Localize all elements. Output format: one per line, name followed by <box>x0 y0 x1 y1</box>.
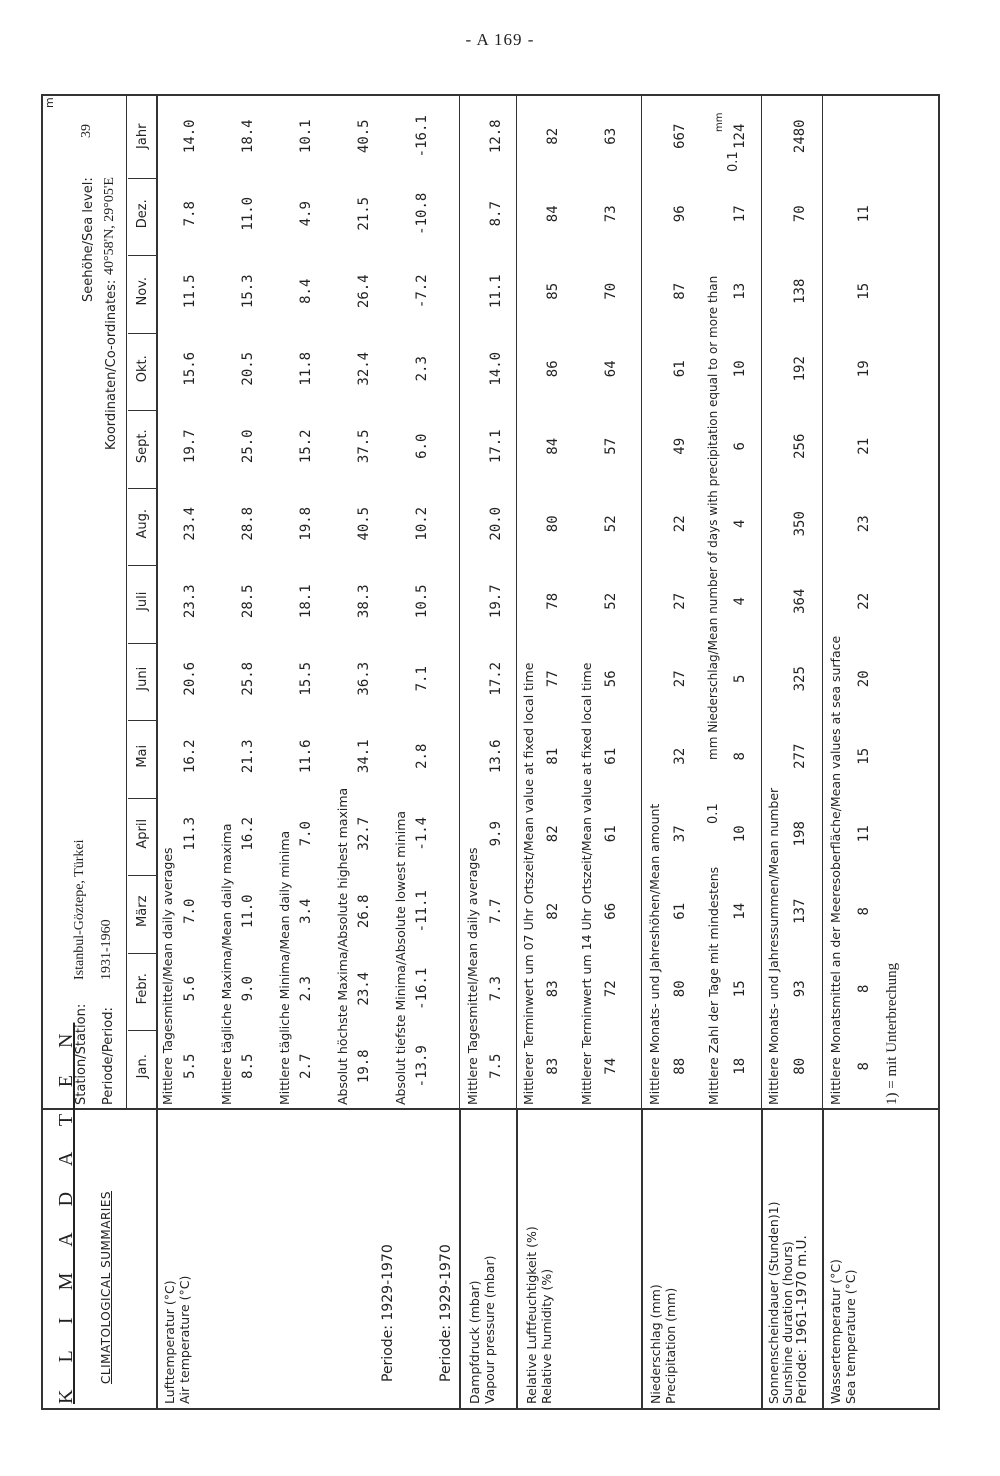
precip_days-value-2: 14 <box>732 902 748 920</box>
month-header-6: Juli <box>135 591 150 611</box>
month-header-4: Mai <box>135 744 150 768</box>
t_absmin-value-6: 10.5 <box>414 584 430 619</box>
precip-value-3: 37 <box>672 825 688 843</box>
t_min-value-2: 3.4 <box>298 898 314 924</box>
month-header-2: März <box>135 895 150 927</box>
sunshine-caption: Mittlere Monats- und Jahressummen/Mean number <box>766 787 781 1105</box>
rh14-value-3: 61 <box>603 825 619 843</box>
precip-days-caption-b: 0.1 <box>706 803 721 824</box>
t_absmax-value-3: 32.7 <box>356 816 372 851</box>
rh07-value-7: 80 <box>545 515 561 533</box>
sea-value-10: 15 <box>856 282 872 300</box>
precip_days-value-0: 18 <box>732 1057 748 1075</box>
rh14-value-5: 56 <box>603 670 619 688</box>
sunshine-value-10: 138 <box>792 278 808 304</box>
month-header-1: Febr. <box>135 973 150 1005</box>
sea-value-4: 15 <box>856 747 872 765</box>
precip_days-value-11: 17 <box>732 205 748 223</box>
t_mean-value-11: 7.8 <box>182 201 198 227</box>
vapour-label-de: Dampfdruck (mbar) <box>467 1280 482 1404</box>
vapour-label-en: Vapour pressure (mbar) <box>482 1255 497 1404</box>
period-value: 1931-1960 <box>99 919 114 980</box>
t_absmax-value-8: 37.5 <box>356 429 372 464</box>
t_max-value-4: 21.3 <box>240 739 256 774</box>
t_max-value-10: 15.3 <box>240 274 256 309</box>
sunshine-value-5: 325 <box>792 666 808 692</box>
precip-caption: Mittlere Monats- und Jahreshöhen/Mean amount <box>647 803 662 1105</box>
precip-value-6: 27 <box>672 592 688 610</box>
t_min-value-8: 15.2 <box>298 429 314 464</box>
sea-caption: Mittlere Monatsmittel an der Meeresoberfläche/Mean values at sea surface <box>828 635 843 1105</box>
period-label: Periode/Period: <box>101 1007 116 1105</box>
rh07-value-9: 86 <box>545 360 561 378</box>
precip-value-5: 27 <box>672 670 688 688</box>
vapour-value-4: 13.6 <box>488 739 504 774</box>
month-separator-1 <box>128 1031 156 1032</box>
t_max-caption: Mittlere tägliche Maxima/Mean daily maxima <box>219 823 234 1105</box>
rh07-value-11: 84 <box>545 205 561 223</box>
vapour-value-7: 20.0 <box>488 506 504 541</box>
precip_days-value-1: 15 <box>732 980 748 998</box>
t_absmin-value-8: 6.0 <box>414 433 430 459</box>
month-header-7: Aug. <box>135 508 150 539</box>
month-header-9: Okt. <box>135 355 150 383</box>
sea-value-1: 8 <box>856 984 872 993</box>
t_min-value-0: 2.7 <box>298 1053 314 1079</box>
t_absmin-value-10: -7.2 <box>414 274 430 309</box>
sea-value-9: 19 <box>856 360 872 378</box>
month-header-3: April <box>135 818 150 849</box>
vapour-value-5: 17.2 <box>488 661 504 696</box>
t_max-value-0: 8.5 <box>240 1053 256 1079</box>
t_absmin-value-12: -16.1 <box>414 115 430 158</box>
t_absmin-value-2: -11.1 <box>414 890 430 933</box>
month-header-11: Dez. <box>135 199 150 229</box>
rh07-value-10: 85 <box>545 282 561 300</box>
sea-level-value: 39 <box>79 124 94 138</box>
rh14-caption: Mittlerer Terminwert um 14 Uhr Ortszeit/Mean value at fixed local time <box>579 662 594 1105</box>
t_absmax-value-0: 19.8 <box>356 1049 372 1084</box>
precip_days-value-7: 4 <box>732 519 748 528</box>
rh14-value-2: 66 <box>603 902 619 920</box>
month-separator-2 <box>128 953 156 954</box>
t_max-value-3: 16.2 <box>240 816 256 851</box>
sea-label-de: Wassertemperatur (°C) <box>828 1259 843 1404</box>
sunshine-period: Periode: 1961-1970 m.U. <box>794 1235 810 1404</box>
vapour-value-12: 12.8 <box>488 119 504 154</box>
month-header-8: Sept. <box>135 429 150 464</box>
rh07-value-4: 81 <box>545 747 561 765</box>
climate-table <box>41 90 941 1410</box>
t_absmax-value-11: 21.5 <box>356 196 372 231</box>
t_absmin-value-9: 2.3 <box>414 356 430 382</box>
rh14-value-12: 63 <box>603 127 619 145</box>
t_absmax-value-10: 26.4 <box>356 274 372 309</box>
sea-value-2: 8 <box>856 907 872 916</box>
coordinates-label: Koordinaten/Co-ordinates: <box>104 279 119 450</box>
sunshine-value-7: 350 <box>792 511 808 537</box>
month-separator-4 <box>128 798 156 799</box>
vapour-value-9: 14.0 <box>488 351 504 386</box>
month-separator-9 <box>128 411 156 412</box>
t_min-value-5: 15.5 <box>298 661 314 696</box>
sea-label-en: Sea temperature (°C) <box>843 1269 858 1404</box>
vapour-value-10: 11.1 <box>488 274 504 309</box>
t_max-value-1: 9.0 <box>240 976 256 1002</box>
rh07-value-3: 82 <box>545 825 561 843</box>
vapour-value-6: 19.7 <box>488 584 504 619</box>
sea-value-7: 23 <box>856 515 872 533</box>
t_max-value-7: 28.8 <box>240 506 256 541</box>
sunshine-value-9: 192 <box>792 356 808 382</box>
t_max-value-12: 18.4 <box>240 119 256 154</box>
month-separator-5 <box>128 721 156 722</box>
rh07-value-8: 84 <box>545 437 561 455</box>
rh07-value-12: 82 <box>545 127 561 145</box>
vapour-caption: Mittlere Tagesmittel/Mean daily averages <box>465 847 480 1105</box>
precip-value-4: 32 <box>672 747 688 765</box>
precip_days-value-8: 6 <box>732 442 748 451</box>
sunshine-value-8: 256 <box>792 433 808 459</box>
sea-value-6: 22 <box>856 592 872 610</box>
t_mean-value-10: 11.5 <box>182 274 198 309</box>
sunshine-value-6: 364 <box>792 588 808 614</box>
precip-value-9: 61 <box>672 360 688 378</box>
rh14-value-0: 74 <box>603 1057 619 1075</box>
t_min-value-10: 8.4 <box>298 278 314 304</box>
t_absmax-value-1: 23.4 <box>356 971 372 1006</box>
t_mean-value-1: 5.6 <box>182 976 198 1002</box>
precip-days-caption-d: 0.1 <box>726 151 741 172</box>
precip_days-value-10: 13 <box>732 282 748 300</box>
t_absmin-value-3: -1.4 <box>414 816 430 851</box>
t_absmin-value-0: -13.9 <box>414 1045 430 1088</box>
t_mean-value-3: 11.3 <box>182 816 198 851</box>
sunshine-label-en: Sunshine duration (hours) <box>780 1241 795 1404</box>
vapour-value-3: 9.9 <box>488 821 504 847</box>
sunshine-value-4: 277 <box>792 743 808 769</box>
page-number: - A 169 - <box>465 30 535 49</box>
sunshine-value-2: 137 <box>792 898 808 924</box>
humidity-label-de: Relative Luftfeuchtigkeit (%) <box>524 1226 539 1404</box>
t_max-value-2: 11.0 <box>240 894 256 929</box>
rh07-value-5: 77 <box>545 670 561 688</box>
sunshine-value-0: 80 <box>792 1057 808 1075</box>
month-separator-8 <box>128 488 156 489</box>
rh14-value-1: 72 <box>603 980 619 998</box>
vapour-value-8: 17.1 <box>488 429 504 464</box>
t_min-value-6: 18.1 <box>298 584 314 619</box>
rh14-value-10: 70 <box>603 282 619 300</box>
precip-label-de: Niederschlag (mm) <box>648 1284 663 1404</box>
rh14-value-9: 64 <box>603 360 619 378</box>
month-separator-10 <box>128 333 156 334</box>
page-title: K L I M A D A T E N <box>55 1022 77 1404</box>
precip_days-value-12: 124 <box>732 123 748 149</box>
station-name: Istanbul-Göztepe, Türkei <box>72 839 87 980</box>
month-separator-11 <box>128 256 156 257</box>
rh07-value-1: 83 <box>545 980 561 998</box>
table-body <box>41 95 940 1410</box>
precip_days-value-5: 5 <box>732 674 748 683</box>
t_mean-value-6: 23.3 <box>182 584 198 619</box>
t_min-value-9: 11.8 <box>298 351 314 386</box>
t_absmin-value-7: 10.2 <box>414 506 430 541</box>
t_absmax-value-12: 40.5 <box>356 119 372 154</box>
rh14-value-8: 57 <box>603 437 619 455</box>
t_absmax-value-6: 38.3 <box>356 584 372 619</box>
t_absmax-caption: Absolut höchste Maxima/Absolute highest maxima <box>335 787 350 1105</box>
month-separator-3 <box>128 876 156 877</box>
page-subtitle: CLIMATOLOGICAL SUMMARIES <box>99 1190 113 1384</box>
precip-days-caption-a: Mittlere Zahl der Tage mit mindestens <box>706 866 721 1105</box>
precip-value-10: 87 <box>672 282 688 300</box>
precip_days-value-6: 4 <box>732 597 748 606</box>
t_mean-caption: Mittlere Tagesmittel/Mean daily averages <box>160 847 175 1105</box>
t_absmin-value-11: -10.8 <box>414 192 430 235</box>
sunshine-label-de: Sonnenscheindauer (Stunden)1) <box>766 1201 781 1404</box>
sea-level-label: Seehöhe/Sea level: <box>81 177 96 302</box>
precip-days-caption-e: mm <box>714 112 725 132</box>
t_mean-value-4: 16.2 <box>182 739 198 774</box>
t_absmax-value-5: 36.3 <box>356 661 372 696</box>
month-header-10: Nov. <box>135 277 150 306</box>
t_absmax-value-9: 32.4 <box>356 351 372 386</box>
precip-value-7: 22 <box>672 515 688 533</box>
vapour-value-0: 7.5 <box>488 1053 504 1079</box>
t_min-value-4: 11.6 <box>298 739 314 774</box>
precip-days-caption-c: mm Niederschlag/Mean number of days with precipitation equal to or more than <box>706 275 720 760</box>
precip_days-value-9: 10 <box>732 360 748 378</box>
sea-value-5: 20 <box>856 670 872 688</box>
t_max-value-5: 25.8 <box>240 661 256 696</box>
rh14-value-6: 52 <box>603 592 619 610</box>
precip-value-8: 49 <box>672 437 688 455</box>
sea-value-3: 11 <box>856 825 872 843</box>
t_absmax-value-4: 34.1 <box>356 739 372 774</box>
station-label: Station/Station: <box>74 1003 89 1105</box>
rh07-caption: Mittlerer Terminwert um 07 Uhr Ortszeit/Mean value at fixed local time <box>521 662 536 1105</box>
rh14-value-7: 52 <box>603 515 619 533</box>
precip-value-1: 80 <box>672 980 688 998</box>
t_absmax-value-2: 26.8 <box>356 894 372 929</box>
temp-label-en: Air temperature (°C) <box>177 1275 192 1404</box>
precip-label-en: Precipitation (mm) <box>663 1287 678 1404</box>
month-header-12: Jahr <box>135 123 150 149</box>
sea-level-unit: m <box>43 97 56 108</box>
precip-value-2: 61 <box>672 902 688 920</box>
t_mean-value-5: 20.6 <box>182 661 198 696</box>
t_absmin-value-1: -16.1 <box>414 967 430 1010</box>
month-separator-12 <box>128 178 156 179</box>
vapour-value-1: 7.3 <box>488 976 504 1002</box>
footnote: 1) = mit Unterbrechung <box>884 962 900 1105</box>
sunshine-value-1: 93 <box>792 980 808 998</box>
precip-value-11: 96 <box>672 205 688 223</box>
t_max-value-6: 28.5 <box>240 584 256 619</box>
sea-value-8: 21 <box>856 437 872 455</box>
vapour-value-2: 7.7 <box>488 898 504 924</box>
t_absmin-value-4: 2.8 <box>414 743 430 769</box>
temp-period-2: Periode: 1929-1970 <box>438 1244 454 1382</box>
vapour-value-11: 8.7 <box>488 201 504 227</box>
rh07-value-6: 78 <box>545 592 561 610</box>
t_mean-value-12: 14.0 <box>182 119 198 154</box>
sunshine-value-3: 198 <box>792 821 808 847</box>
rh14-value-4: 61 <box>603 747 619 765</box>
month-separator-6 <box>128 643 156 644</box>
t_min-caption: Mittlere tägliche Minima/Mean daily minima <box>277 830 292 1105</box>
t_absmin-value-5: 7.1 <box>414 666 430 692</box>
t_min-value-12: 10.1 <box>298 119 314 154</box>
temp-label-de: Lufttemperatur (°C) <box>162 1280 177 1404</box>
sunshine-value-11: 70 <box>792 205 808 223</box>
sea-value-11: 11 <box>856 205 872 223</box>
t_min-value-3: 7.0 <box>298 821 314 847</box>
precip-value-12: 667 <box>672 123 688 149</box>
rh14-value-11: 73 <box>603 205 619 223</box>
t_mean-value-8: 19.7 <box>182 429 198 464</box>
t_min-value-11: 4.9 <box>298 201 314 227</box>
humidity-label-en: Relative humidity (%) <box>539 1268 554 1404</box>
coordinates-value: 40°58'N, 29°05'E <box>102 177 117 275</box>
rh07-value-2: 82 <box>545 902 561 920</box>
month-header-0: Jan. <box>135 1054 150 1079</box>
t_min-value-7: 19.8 <box>298 506 314 541</box>
t_min-value-1: 2.3 <box>298 976 314 1002</box>
t_absmin-caption: Absolut tiefste Minima/Absolute lowest minima <box>393 810 408 1105</box>
t_max-value-9: 20.5 <box>240 351 256 386</box>
sea-value-0: 8 <box>856 1062 872 1071</box>
t_absmax-value-7: 40.5 <box>356 506 372 541</box>
t_mean-value-2: 7.0 <box>182 898 198 924</box>
t_mean-value-9: 15.6 <box>182 351 198 386</box>
rh07-value-0: 83 <box>545 1057 561 1075</box>
t_mean-value-0: 5.5 <box>182 1053 198 1079</box>
t_mean-value-7: 23.4 <box>182 506 198 541</box>
month-separator-7 <box>128 566 156 567</box>
sunshine-value-12: 2480 <box>792 119 808 154</box>
precip_days-value-3: 10 <box>732 825 748 843</box>
precip_days-value-4: 8 <box>732 752 748 761</box>
t_max-value-11: 11.0 <box>240 196 256 231</box>
t_max-value-8: 25.0 <box>240 429 256 464</box>
month-header-5: Juni <box>135 666 150 691</box>
temp-period-1: Periode: 1929-1970 <box>380 1244 396 1382</box>
precip-value-0: 88 <box>672 1057 688 1075</box>
